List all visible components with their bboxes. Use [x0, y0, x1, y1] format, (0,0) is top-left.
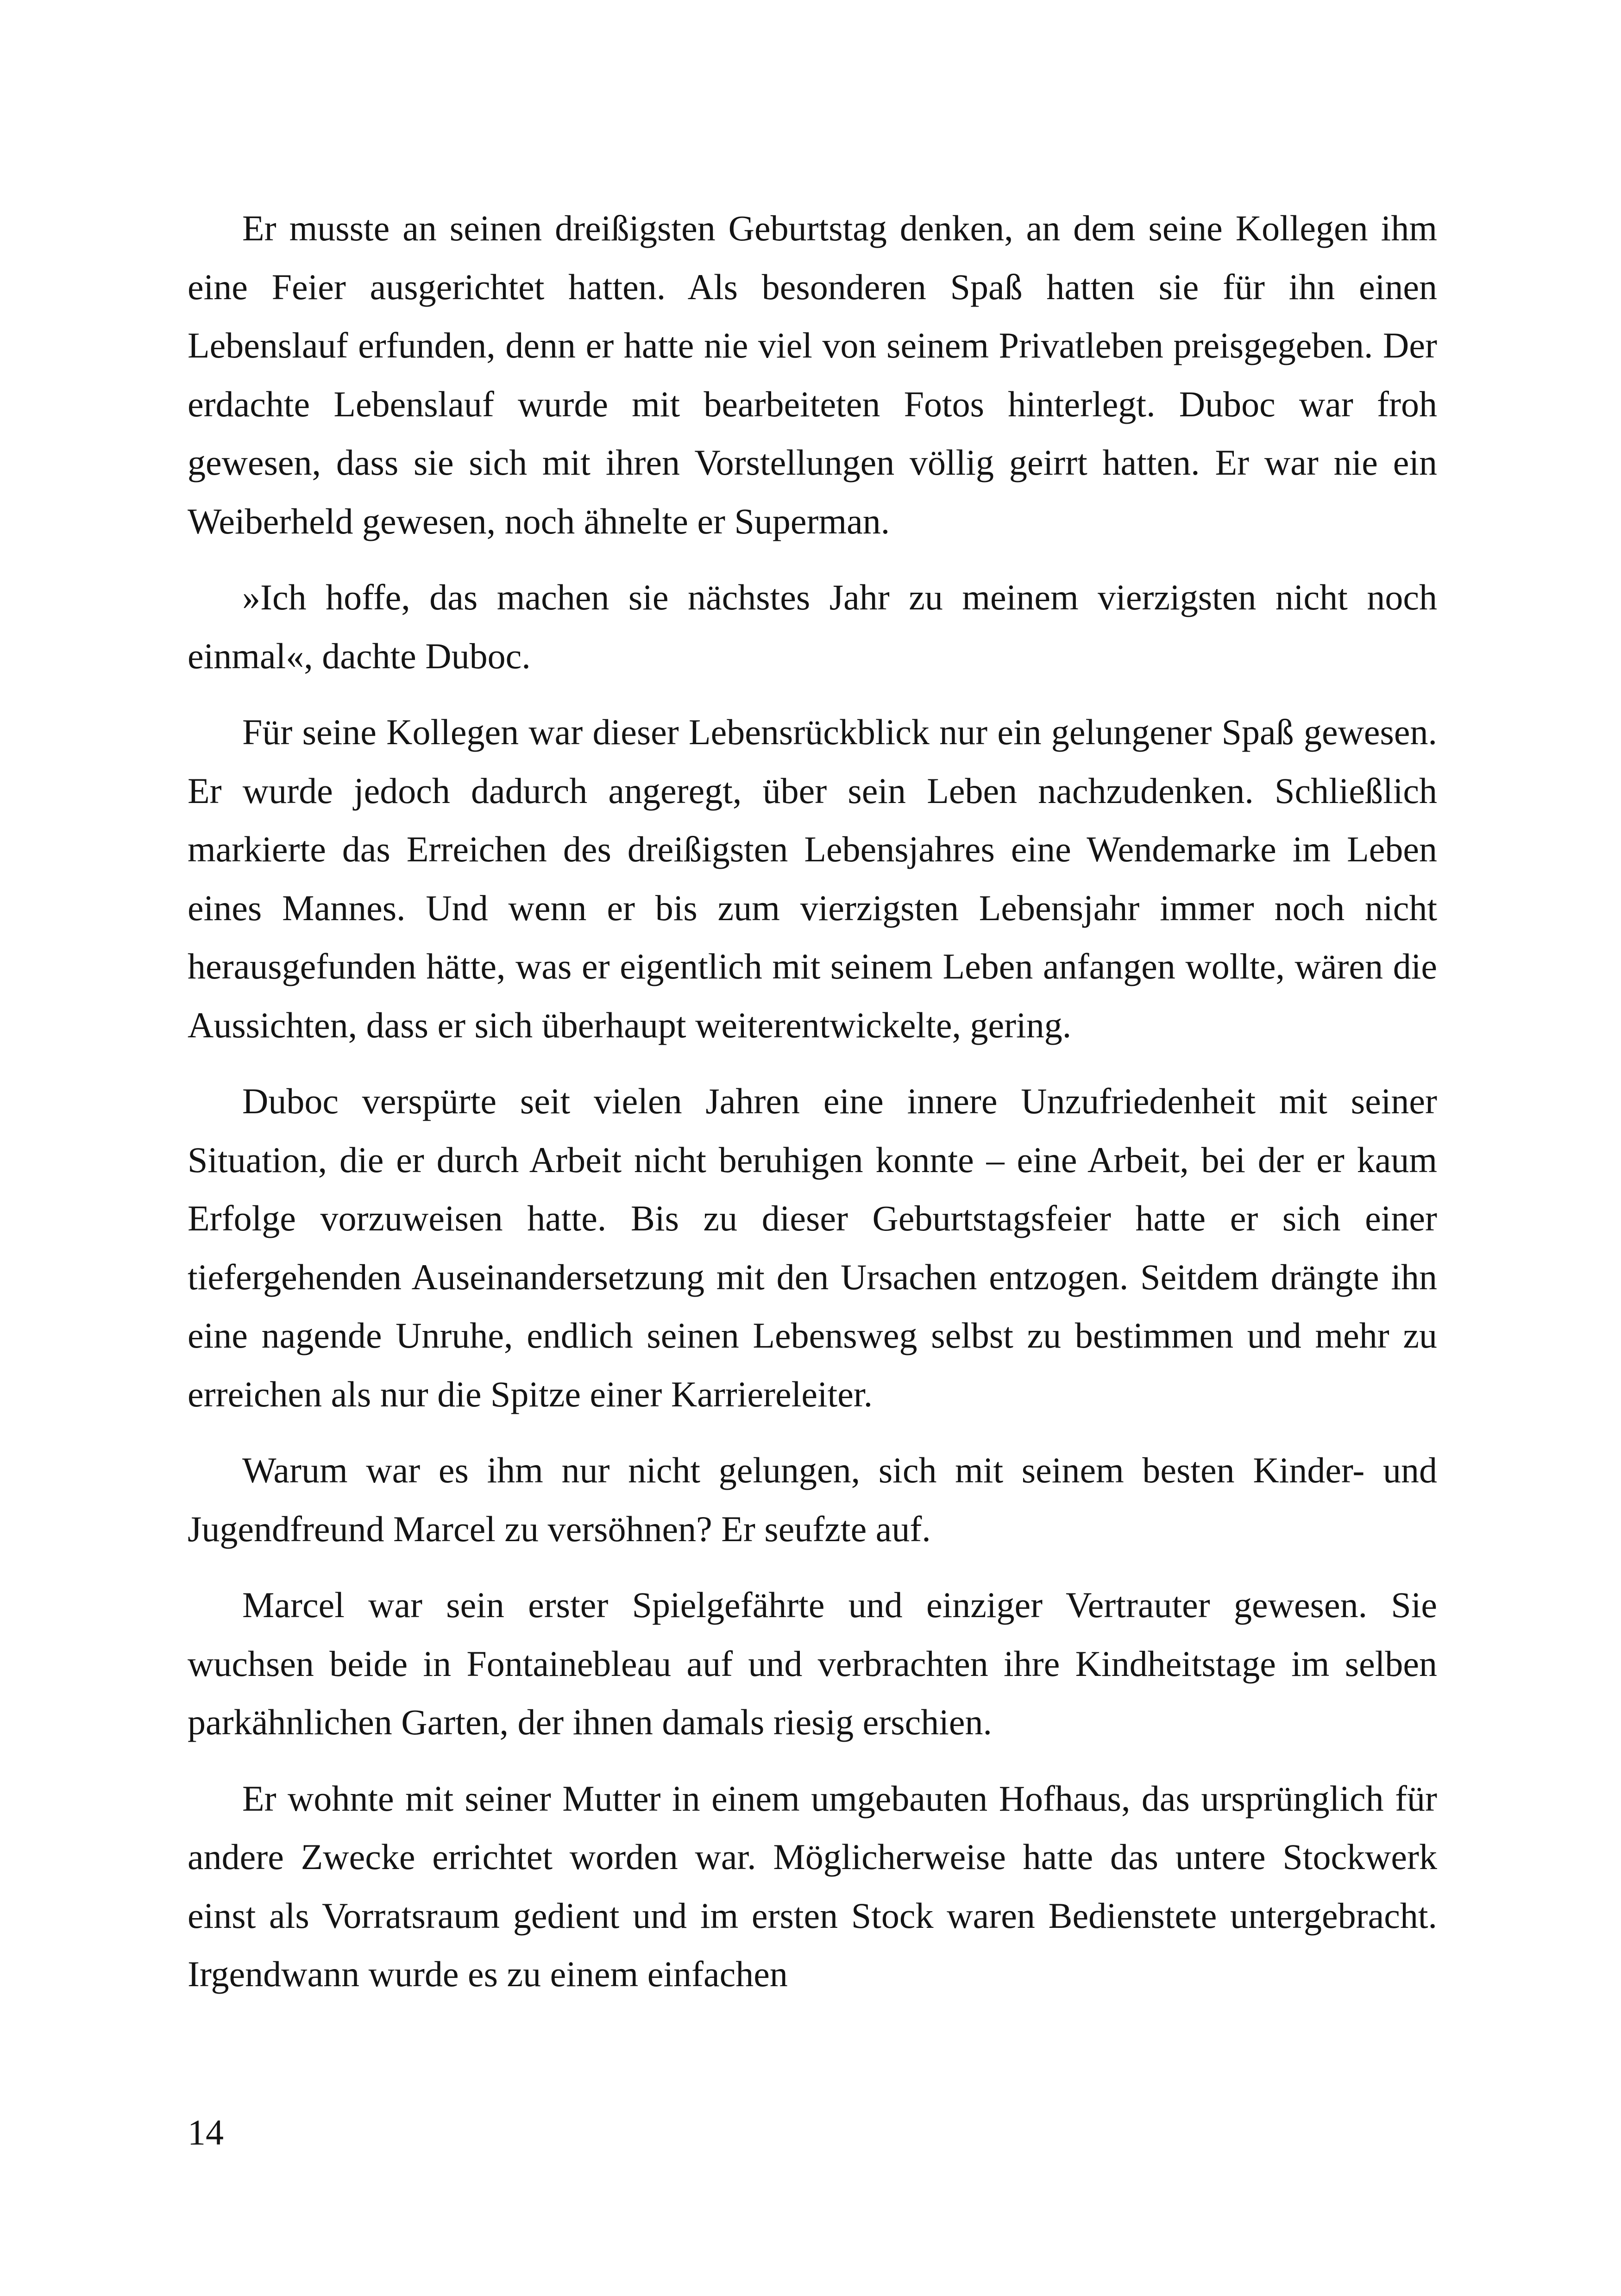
- paragraph-1: Er musste an seinen dreißigsten Geburtstag denken, an dem seine Kollegen ihm eine Feier ausgerichtet hatten. Als besonderen Spaß hatten sie für ihn einen Lebenslauf erfunden, denn er hatte nie viel von seinem Privatleben preisgegeben. Der erdachte Lebenslauf wurde mit bearbeiteten Fotos hinterlegt. Duboc war froh gewesen, dass sie sich mit ihren Vorstellungen völlig geirrt hatten. Er war nie ein Weiberheld gewesen, noch ähnelte er Superman.: [188, 208, 1437, 541]
- paragraph-7: Er wohnte mit seiner Mutter in einem umgebauten Hofhaus, das ursprünglich für andere Zwecke errichtet worden war. Möglicherweise hatte das untere Stockwerk einst als Vorratsraum gedient und im ersten Stock waren Bedienstete untergebracht. Irgendwann wurde es zu einem einfachen: [188, 1778, 1437, 1994]
- page-number: 14: [188, 2112, 224, 2152]
- paragraph-3: Für seine Kollegen war dieser Lebensrückblick nur ein gelungener Spaß gewesen. Er wurde jedoch dadurch angeregt, über sein Leben nachzudenken. Schließlich markierte das Erreichen des dreißigsten Lebensjahres eine Wendemarke im Leben eines Mannes. Und wenn er bis zum vierzigsten Lebensjahr immer noch nicht herausgefunden hätte, was er eigentlich mit seinem Leben anfangen wollte, wären die Aussichten, dass er sich überhaupt weiterentwickelte, gering.: [188, 712, 1437, 1045]
- paragraph-4: Duboc verspürte seit vielen Jahren eine innere Unzufriedenheit mit seiner Situation, die er durch Arbeit nicht beruhigen konnte – eine Arbeit, bei der er kaum Erfolge vorzuweisen hatte. Bis zu dieser Geburtstagsfeier hatte er sich einer tiefergehenden Auseinandersetzung mit den Ursachen entzogen. Seitdem drängte ihn eine nagende Unruhe, endlich seinen Lebensweg selbst zu bestimmen und mehr zu erreichen als nur die Spitze einer Karriereleiter.: [188, 1081, 1437, 1414]
- paragraph-6: Marcel war sein erster Spielgefährte und einziger Vertrauter gewesen. Sie wuchsen beide in Fontainebleau auf und verbrachten ihre Kindheitstage im selben parkähnlichen Garten, der ihnen damals riesig erschien.: [188, 1585, 1437, 1742]
- paragraph-2: »Ich hoffe, das machen sie nächstes Jahr zu meinem vierzigsten nicht noch einmal«, dachte Duboc.: [188, 577, 1437, 676]
- paragraph-5: Warum war es ihm nur nicht gelungen, sich mit seinem besten Kinder- und Jugendfreund Marcel zu versöhnen? Er seufzte auf.: [188, 1450, 1437, 1549]
- body-text: [188, 199, 1437, 2021]
